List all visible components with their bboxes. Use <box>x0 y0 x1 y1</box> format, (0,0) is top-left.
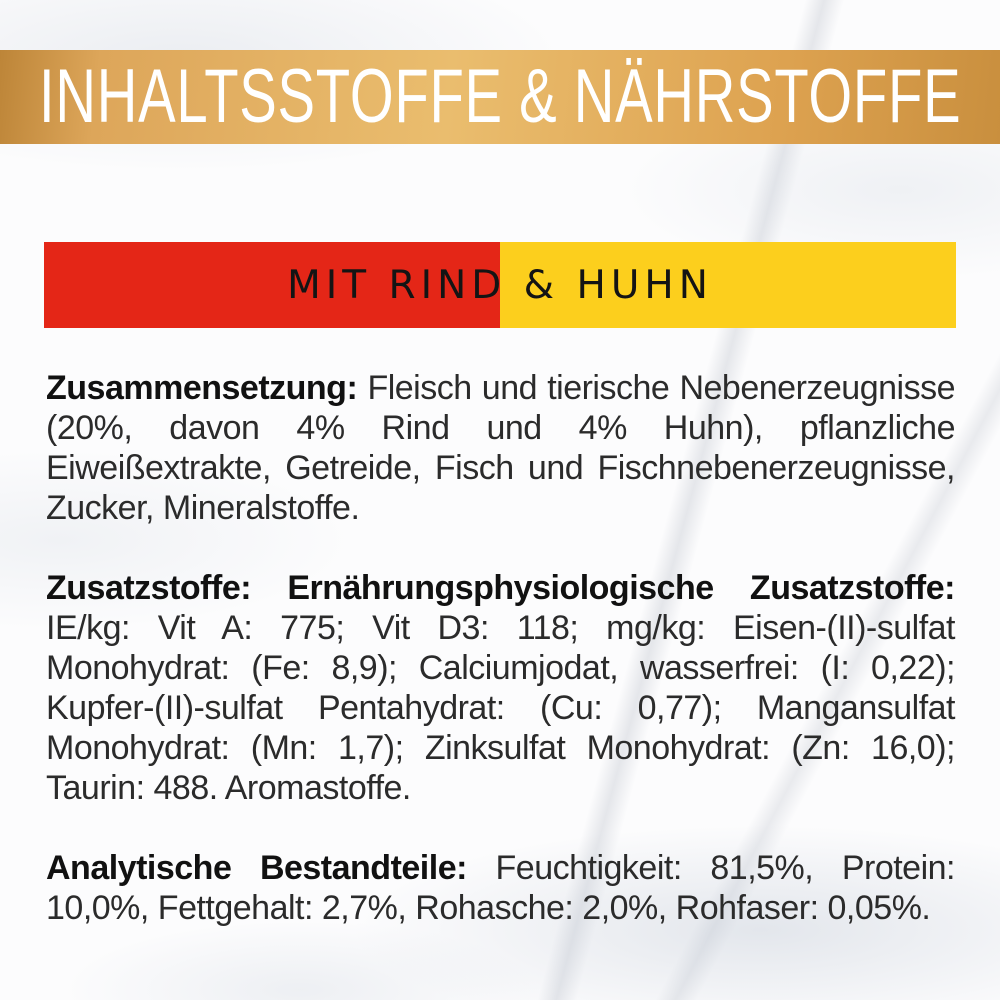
composition-paragraph <box>46 368 955 528</box>
header-banner <box>0 50 1000 144</box>
analytical-text: Feuchtigkeit: 81,5%, Protein: 10,0%, Fettgehalt: 2,7%, Rohasche: 2,0%, Rohfaser: 0,05%. <box>46 849 955 927</box>
ingredients-text-block <box>46 368 955 928</box>
analytical-paragraph <box>46 848 955 928</box>
additives-paragraph <box>46 568 955 808</box>
additives-label: Zusatzstoffe: Ernährungsphysiologische Zusatzstoffe: <box>46 569 955 607</box>
analytical-label: Analytische Bestandteile: <box>46 849 467 887</box>
page-title: INHALTSSTOFFE & NÄHRSTOFFE <box>38 54 962 139</box>
variant-banner <box>44 242 956 328</box>
variant-banner-label: MIT RIND & HUHN <box>287 262 713 308</box>
composition-label: Zusammensetzung: <box>46 369 358 407</box>
additives-text: IE/kg: Vit A: 775; Vit D3: 118; mg/kg: Eisen-(II)-sulfat Monohydrat: (Fe: 8,9); Calciumjodat, wasserfrei: (I: 0,22); Kupfer-(II)-sulfat Pentahydrat: (Cu: 0,77); Mangansulfat Monohydrat: (Mn: 1,7); Zinksulfat Monohydrat: (Zn: 16,0); Taurin: 488. Aromastoffe. <box>46 609 955 807</box>
composition-text: Fleisch und tierische Nebenerzeugnisse (20%, davon 4% Rind und 4% Huhn), pflanzliche Eiweißextrakte, Getreide, Fisch und Fischnebenerzeugnisse, Zucker, Mineralstoffe. <box>46 369 955 527</box>
